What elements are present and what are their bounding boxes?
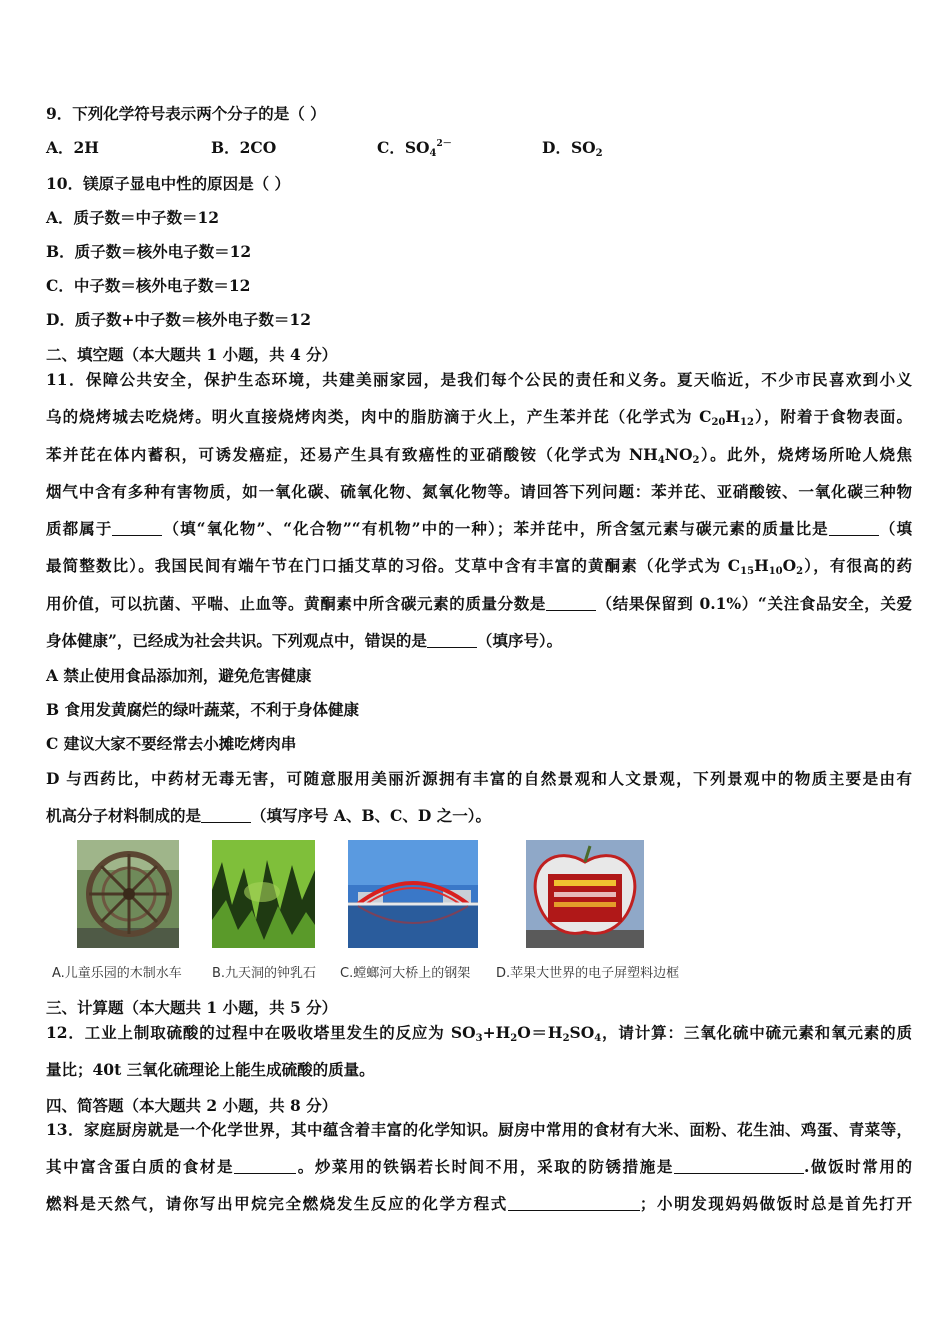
q10-option-c: C．中子数＝核外电子数＝12 <box>46 276 251 295</box>
q11-line-1: 11．保障公共安全，保护生态环境，共建美丽家园，是我们每个公民的责任和义务。夏天临近，不少市民喜欢到小义 <box>46 370 912 389</box>
q9-option-a: A．2H <box>46 138 99 157</box>
figure-caption-a: A.儿童乐园的木制水车 <box>52 966 182 981</box>
q11-line-7: 用价值，可以抗菌、平喘、止血等。黄酮素中所含碳元素的质量分数是 （结果保留到 0.1%）“关注食品安全，关爱 <box>46 594 912 613</box>
q11-option-c: C 建议大家不要经常去小摊吃烤肉串 <box>46 734 297 753</box>
answer-blank[interactable] <box>201 808 251 823</box>
figure-caption-b: B.九天洞的钟乳石 <box>212 966 317 981</box>
stalactite-image <box>212 840 315 948</box>
q11-line-2: 乌的烧烤城去吃烧烤。明火直接烧烤肉类，肉中的脂肪滴于火上，产生苯并芘（化学式为 $C_{20}H_{12}$），附着于食物表面。 <box>46 407 912 428</box>
q11-line-4: 烟气中含有多种有害物质，如一氧化碳、硫氧化物、氮氧化物等。请回答下列问题：苯并芘、亚硝酸铵、一氧化碳三种物 <box>46 482 912 501</box>
figure-caption-c: C.螳螂河大桥上的钢架 <box>340 966 471 981</box>
q9-option-c: C．$SO_4^{2-}$ <box>377 138 452 159</box>
answer-blank[interactable] <box>234 1159 296 1174</box>
q11-option-a: A 禁止使用食品添加剂，避免危害健康 <box>46 666 312 685</box>
answer-blank[interactable] <box>546 596 596 611</box>
q11-line-6: 最简整数比）。我国民间有端午节在门口插艾草的习俗。艾草中含有丰富的黄酮素（化学式为 $C_{15}H_{10}O_2$），有很高的药 <box>46 556 912 577</box>
bridge-image <box>348 840 478 948</box>
answer-blank[interactable] <box>829 521 879 536</box>
q11-option-d: D 与西药比，中药材无毒无害，可随意服用美丽沂源拥有丰富的自然景观和人文景观，下列景观中的物质主要是由有 <box>46 769 912 788</box>
q10-option-d: D．质子数+中子数＝核外电子数＝12 <box>46 310 311 329</box>
answer-blank[interactable] <box>427 633 477 648</box>
q12-line-1: 12．工业上制取硫酸的过程中在吸收塔里发生的反应为 $SO_3+H_2O=H_2SO_4$，请计算：三氧化硫中硫元素和氧元素的质 <box>46 1023 912 1044</box>
q10-option-a: A．质子数＝中子数＝12 <box>46 208 220 227</box>
answer-blank[interactable] <box>112 521 162 536</box>
q12-line-2: 量比；40t 三氧化硫理论上能生成硫酸的质量。 <box>46 1060 375 1079</box>
section-2-heading: 二、填空题（本大题共 1 小题，共 4 分） <box>46 345 338 364</box>
q11-line-5: 质都属于 （填“氧化物”、“化合物”“有机物”中的一种）；苯并芘中，所含氢元素与碳元素的质量比是 （填 <box>46 519 912 538</box>
apple-screen-image <box>526 840 644 948</box>
q11-option-b: B 食用发黄腐烂的绿叶蔬菜，不利于身体健康 <box>46 700 359 719</box>
q13-line-3: 燃料是天然气，请你写出甲烷完全燃烧发生反应的化学方程式 ；小明发现妈妈做饭时总是首先打开 <box>46 1194 912 1213</box>
q10-stem: 10．镁原子显电中性的原因是（ ） <box>46 174 290 193</box>
answer-blank[interactable] <box>508 1196 640 1211</box>
section-3-heading: 三、计算题（本大题共 1 小题，共 5 分） <box>46 998 338 1017</box>
section-4-heading: 四、简答题（本大题共 2 小题，共 8 分） <box>46 1096 338 1115</box>
answer-blank[interactable] <box>674 1159 804 1174</box>
q9-option-b: B．2CO <box>211 138 277 157</box>
q11-line-9: 机高分子材料制成的是 （填写序号 A、B、C、D 之一）。 <box>46 806 491 825</box>
q9-option-d: D．$SO_2$ <box>542 138 603 159</box>
q13-line-2: 其中富含蛋白质的食材是 。炒菜用的铁锅若长时间不用，采取的防锈措施是 .做饭时常用的 <box>46 1157 912 1176</box>
q9-stem: 9．下列化学符号表示两个分子的是（ ） <box>46 104 326 123</box>
q10-option-b: B．质子数＝核外电子数＝12 <box>46 242 252 261</box>
figure-caption-d: D.苹果大世界的电子屏塑料边框 <box>496 966 680 981</box>
waterwheel-image <box>77 840 179 948</box>
q13-line-1: 13．家庭厨房就是一个化学世界，其中蕴含着丰富的化学知识。厨房中常用的食材有大米、面粉、花生油、鸡蛋、青菜等， <box>46 1120 912 1139</box>
q11-line-3: 苯并芘在体内蓄积，可诱发癌症，还易产生具有致癌性的亚硝酸铵（化学式为 $NH_4NO_2$）。此外，烧烤场所呛人烧焦 <box>46 445 912 466</box>
q11-line-8: 身体健康”，已经成为社会共识。下列观点中，错误的是 （填序号）。 <box>46 631 563 650</box>
